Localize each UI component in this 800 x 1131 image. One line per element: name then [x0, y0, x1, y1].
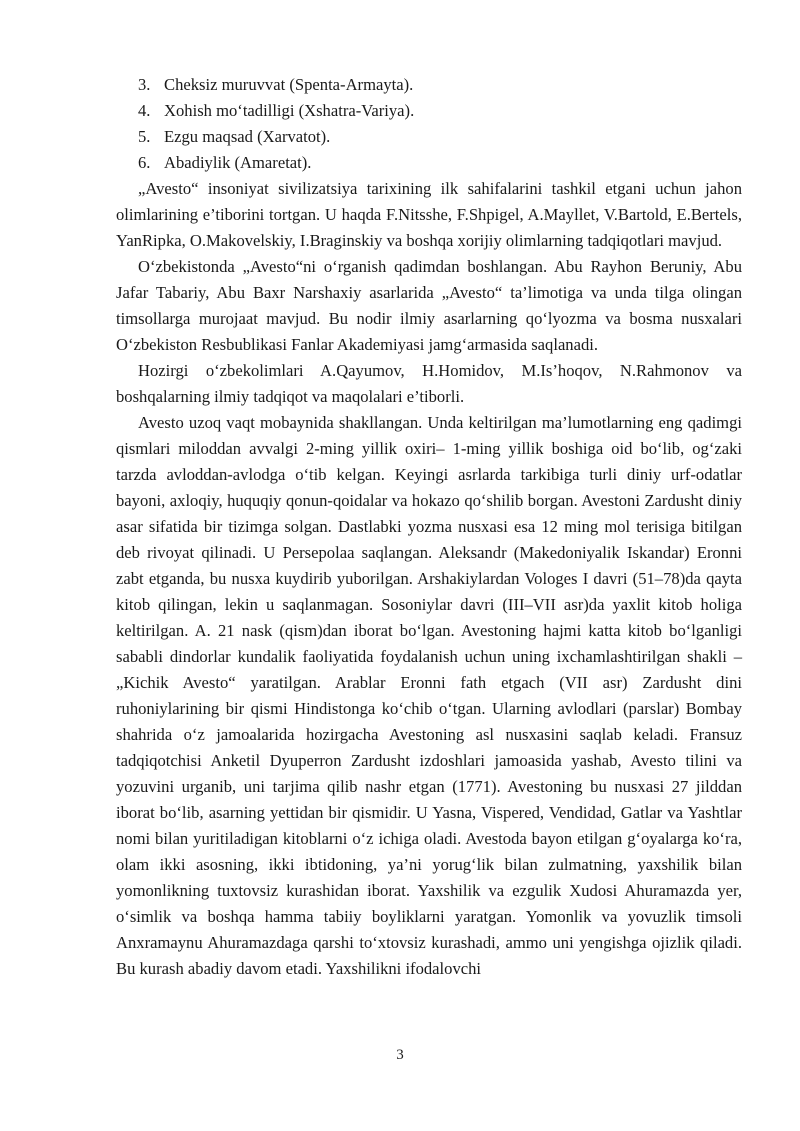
list-item [116, 124, 742, 150]
list-item-text: Ezgu maqsad (Xarvatot). [164, 127, 331, 146]
list-item-text: Abadiylik (Amaretat). [164, 153, 312, 172]
list-item-text: Cheksiz muruvvat (Spenta-Armayta). [164, 75, 414, 94]
list-item-number: 6. [138, 153, 151, 172]
list-item [116, 98, 742, 124]
page-number: 3 [396, 1047, 404, 1063]
list-item-text: Xohish mo‘tadilligi (Xshatra-Variya). [164, 101, 415, 120]
list-item-number: 3. [138, 75, 151, 94]
paragraph-uzbekistan-study: O‘zbekistonda „Avesto“ni o‘rganish qadimdan boshlangan. Abu Rayhon Beruniy, Abu Jafar Tabariy, Abu Baxr Narshaxiy asarlarida „Avesto“ ta’limotiga va unda tilga olingan timsollarga murojaat mavjud. Bu nodir ilmiy asarlarning qo‘lyozma va bosma nusxalari O‘zbekiston Resbublikasi Fanlar Akademiyasi jamg‘armasida saqlanadi. [116, 257, 742, 354]
list-item-number: 5. [138, 127, 151, 146]
paragraph-modern-scholars: Hozirgi o‘zbekolimlari A.Qayumov, H.Homidov, M.Is’hoqov, N.Rahmonov va boshqalarning ilmiy tadqiqot va maqolalari e’tiborli. [116, 361, 742, 406]
list-item-number: 4. [138, 101, 151, 120]
document-page [116, 72, 742, 982]
list-item [116, 72, 742, 98]
numbered-list [116, 72, 742, 176]
paragraph-avesto-scholars: „Avesto“ insoniyat sivilizatsiya tarixining ilk sahifalarini tashkil etgani uchun jahon olimlarining e’tiborini tortgan. U haqda F.Nitsshe, F.Shpigel, A.Mayllet, V.Bartold, E.Bertels, YanRipka, O.Makovelskiy, I.Braginskiy va boshqa xorijiy olimlarning tadqiqotlari mavjud. [116, 179, 742, 250]
paragraph-avesto-history: Avesto uzoq vaqt mobaynida shakllangan. Unda keltirilgan ma’lumotlarning eng qadimgi qismlari miloddan avvalgi 2-ming yillik oxiri– 1-ming yillik boshiga oid bo‘lib, og‘zaki tarzda avloddan-avlodga o‘tib kelgan. Keyingi asrlarda tarkibiga turli diniy urf-odatlar bayoni, axloqiy, huquqiy qonun-qoidalar va hokazo qo‘shilib borgan. Avestoni Zardusht diniy asar sifatida bir tizimga solgan. Dastlabki yozma nusxasi esa 12 ming mol terisiga bitilgan deb rivoyat qilinadi. U Persepolaa saqlangan. Aleksandr (Makedoniyalik Iskandar) Eronni zabt etganda, bu nusxa kuydirib yuborilgan. Arshakiylardan Vologes I davri (51–78)da qayta kitob qilingan, lekin u saqlanmagan. Sosoniylar davri (III–VII asr)da yaxlit kitob holiga keltirilgan. A. 21 nask (qism)dan iborat bo‘lgan. Avestoning hajmi katta kitob bo‘lganligi sababli dindorlar kundalik faoliyatida foydalanish uchun uning ixchamlashtirilgan shakli – „Kichik Avesto“ yaratilgan. Arablar Eronni fath etgach (VII asr) Zardusht dini ruhoniylarining bir qismi Hindistonga ko‘chib o‘tgan. Ularning avlodlari (parslar) Bombay shahrida o‘z jamoalarida hozirgacha Avestoning asl nusxasini saqlab keladi. Fransuz tadqiqotchisi Anketil Dyuperron Zardusht izdoshlari jamoasida yashab, Avesto tilini va yozuvini urganib, uni tarjima qilib nashr etgan (1771). Avestoning bu nusxasi 27 jilddan iborat bo‘lib, asarning yettidan bir qismidir. U Yasna, Vispered, Vendidad, Gatlar va Yashtlar nomi bilan yuritiladigan kitoblarni o‘z ichiga oladi. Avestoda bayon etilgan g‘oyalarga ko‘ra, olam ikki asosning, ikki ibtidoning, ya’ni yorug‘lik bilan zulmatning, yaxshilik bilan yomonlikning tuxtovsiz kurashidan iborat. Yaxshilik va ezgulik Xudosi Ahuramazda yer, o‘simlik va boshqa hamma tabiiy boyliklarni yaratgan. Yomonlik va yovuzlik timsoli Anxramaynu Ahuramazdaga qarshi to‘xtovsiz kurashadi, ammo uni yengishga ojizlik qiladi. Bu kurash abadiy davom etadi. Yaxshilikni ifodalovchi [116, 413, 742, 978]
list-item [116, 150, 742, 176]
